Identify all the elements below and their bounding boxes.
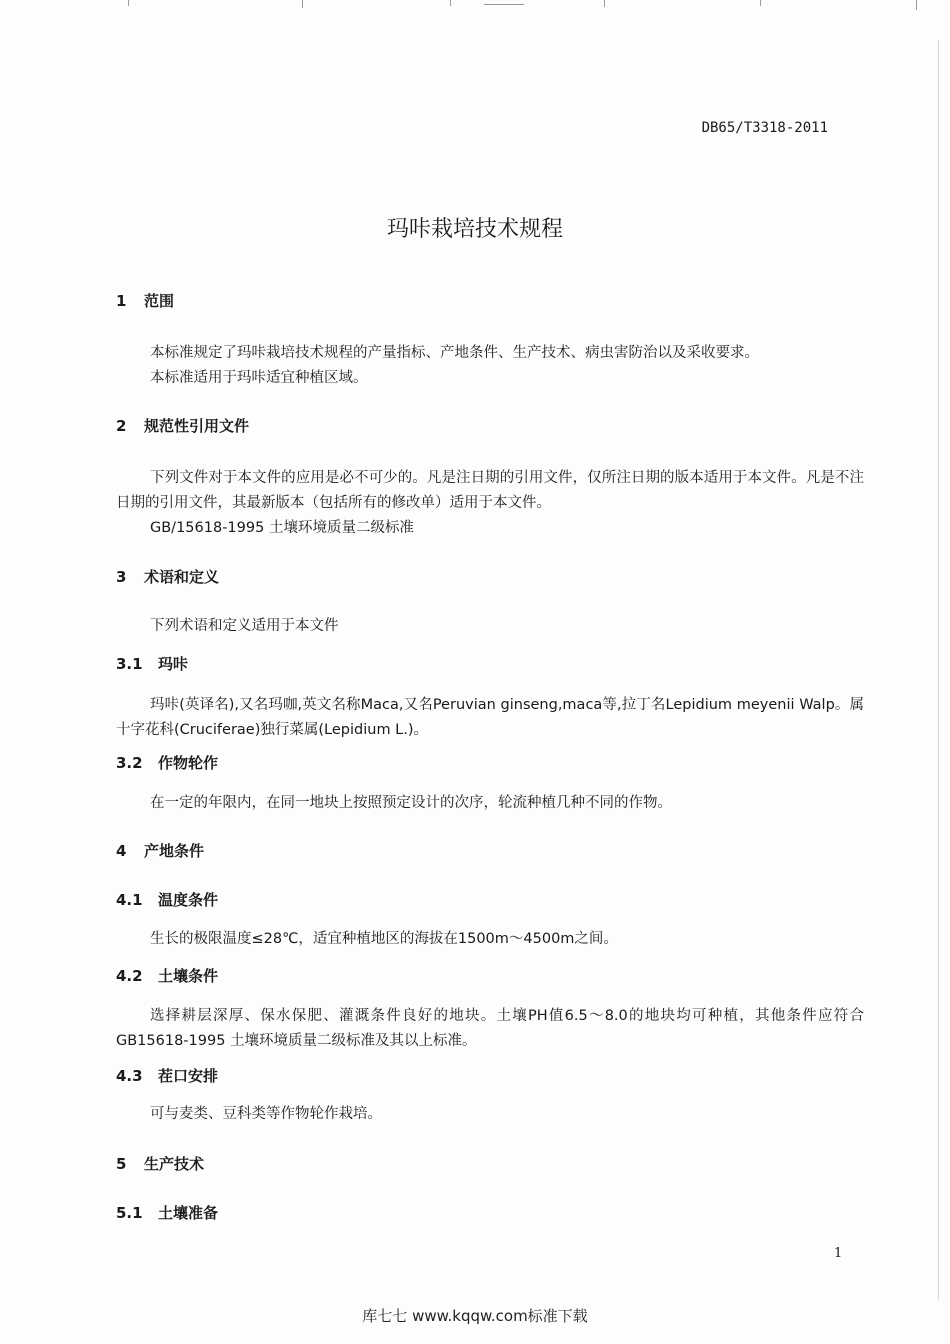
paragraph: 可与麦类、豆科类等作物轮作栽培。 bbox=[150, 1106, 382, 1122]
scan-artifact bbox=[916, 0, 917, 10]
section-heading-4-2 bbox=[116, 965, 218, 986]
section-title: 玛咔 bbox=[158, 655, 189, 673]
paragraph: 下列文件对于本文件的应用是必不可少的。凡是注日期的引用文件，仅所注日期的版本适用于本文件。凡是不注日期的引用文件，其最新版本（包括所有的修改单）适用于本文件。 bbox=[116, 470, 864, 511]
section-title: 规范性引用文件 bbox=[144, 417, 250, 435]
section-number: 4.1 bbox=[116, 891, 143, 909]
section-number: 3.1 bbox=[116, 655, 143, 673]
section-heading-2 bbox=[116, 415, 249, 436]
section-number: 5.1 bbox=[116, 1204, 143, 1222]
section-number: 4.2 bbox=[116, 967, 143, 985]
section-title: 术语和定义 bbox=[144, 568, 220, 586]
scan-artifact bbox=[128, 0, 129, 6]
paragraph: 生长的极限温度≤28℃，适宜种植地区的海拔在1500m～4500m之间。 bbox=[150, 931, 618, 947]
section-title: 作物轮作 bbox=[158, 754, 219, 772]
section-number: 4.3 bbox=[116, 1067, 143, 1085]
paragraph: 下列术语和定义适用于本文件 bbox=[150, 618, 339, 634]
scan-artifact bbox=[302, 0, 303, 8]
paragraph: 玛咔(英译名),又名玛咖,英文名称Maca,又名Peruvian ginseng,maca等,拉丁名Lepidium meyenii Walp。属十字花科(Cruciferae)独行菜属(Lepidium L.)。 bbox=[116, 697, 864, 738]
section-heading-1 bbox=[116, 290, 174, 311]
section-title: 茬口安排 bbox=[158, 1067, 219, 1085]
scan-artifact bbox=[450, 0, 451, 6]
section-title: 土壤准备 bbox=[158, 1204, 219, 1222]
scan-artifact bbox=[760, 0, 761, 6]
scan-artifact bbox=[604, 0, 605, 7]
section-number: 3.2 bbox=[116, 754, 143, 772]
footer-watermark: 库七七 www.kqqw.com标准下载 bbox=[362, 1307, 588, 1325]
paragraph: 在一定的年限内，在同一地块上按照预定设计的次序，轮流种植几种不同的作物。 bbox=[150, 795, 672, 811]
paragraph: 本标准适用于玛咔适宜种植区域。 bbox=[150, 370, 368, 386]
page-number: 1 bbox=[834, 1246, 843, 1261]
section-heading-4-3 bbox=[116, 1065, 218, 1086]
section-heading-5-1 bbox=[116, 1202, 218, 1223]
section-number: 4 bbox=[116, 842, 127, 860]
section-number: 3 bbox=[116, 568, 127, 586]
section-heading-4-1 bbox=[116, 889, 218, 910]
section-title: 土壤条件 bbox=[158, 967, 219, 985]
document-title: 玛咔栽培技术规程 bbox=[386, 217, 563, 242]
standard-code: DB65/T3318-2011 bbox=[701, 120, 828, 136]
section-heading-4 bbox=[116, 840, 204, 861]
reference-item: GB/15618-1995 土壤环境质量二级标准 bbox=[150, 520, 414, 536]
section-title: 生产技术 bbox=[144, 1155, 205, 1173]
section-heading-3-1 bbox=[116, 653, 188, 674]
scan-artifact bbox=[484, 4, 524, 5]
section-number: 5 bbox=[116, 1155, 127, 1173]
section-title: 产地条件 bbox=[144, 842, 205, 860]
section-title: 温度条件 bbox=[158, 891, 219, 909]
section-heading-3-2 bbox=[116, 752, 218, 773]
section-heading-3 bbox=[116, 566, 219, 587]
paragraph: 选择耕层深厚、保水保肥、灌溉条件良好的地块。土壤PH值6.5～8.0的地块均可种植，其他条件应符合GB15618-1995 土壤环境质量二级标准及其以上标准。 bbox=[116, 1008, 864, 1049]
section-title: 范围 bbox=[144, 292, 175, 310]
paragraph: 本标准规定了玛咔栽培技术规程的产量指标、产地条件、生产技术、病虫害防治以及采收要求。 bbox=[150, 345, 759, 361]
section-number: 2 bbox=[116, 417, 127, 435]
section-heading-5 bbox=[116, 1153, 204, 1174]
section-number: 1 bbox=[116, 292, 127, 310]
